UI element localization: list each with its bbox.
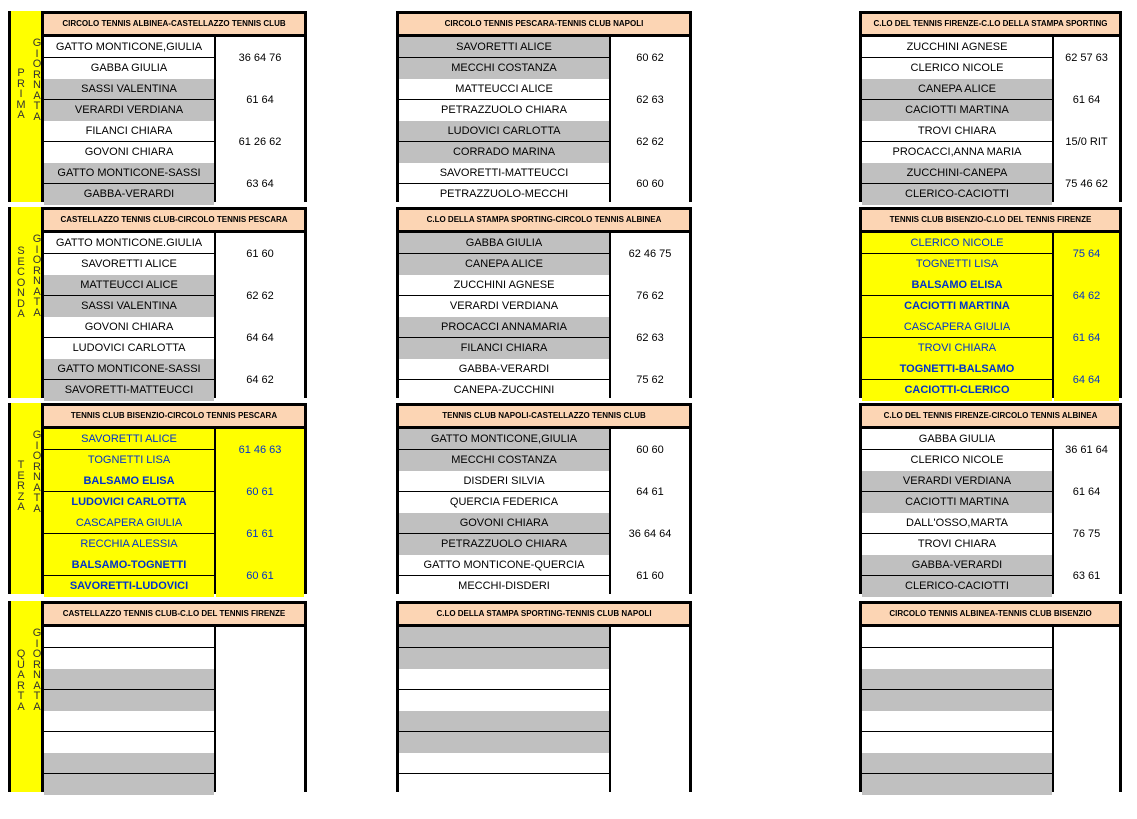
- player-name: CLERICO NICOLE: [862, 233, 1052, 253]
- player-name: [44, 711, 214, 731]
- match-title: TENNIS CLUB BISENZIO-CIRCOLO TENNIS PESCARA: [44, 406, 304, 426]
- match-table: [396, 207, 692, 398]
- player-name: GABBA-VERARDI: [862, 555, 1052, 575]
- player-name: GABBA GIULIA: [44, 58, 214, 78]
- player-name: DISDERI SILVIA: [399, 471, 609, 491]
- player-name: [44, 648, 214, 668]
- match-pair: [862, 121, 1119, 163]
- score: 75 64: [1054, 233, 1119, 275]
- match-title: CIRCOLO TENNIS ALBINEA-CASTELLAZZO TENNIS CLUB: [44, 14, 304, 34]
- player-name: GOVONI CHIARA: [44, 317, 214, 337]
- score: 60 61: [216, 471, 304, 513]
- giornata-vertical: G I O R N A T A: [32, 429, 42, 515]
- match-table: [859, 207, 1122, 398]
- round-label-2: [8, 207, 44, 398]
- player-name: TOGNETTI-BALSAMO: [862, 359, 1052, 379]
- score: 63 64: [216, 163, 304, 205]
- player-name: CLERICO-CACIOTTI: [862, 184, 1052, 204]
- player-name: CLERICO NICOLE: [862, 58, 1052, 78]
- score: 61 26 62: [216, 121, 304, 163]
- match-rows: [862, 627, 1119, 789]
- match-rows: [399, 429, 689, 591]
- player-name: [399, 648, 609, 668]
- match-title: C.LO DELLA STAMPA SPORTING-CIRCOLO TENNIS ALBINEA: [399, 210, 689, 230]
- match-rows: [862, 429, 1119, 591]
- score: [611, 627, 689, 669]
- match-table: [396, 403, 692, 594]
- player-name: CACIOTTI MARTINA: [862, 100, 1052, 120]
- match-title: C.LO DEL TENNIS FIRENZE-C.LO DELLA STAMPA SPORTING: [862, 14, 1119, 34]
- score: [216, 753, 304, 795]
- score: 64 61: [611, 471, 689, 513]
- player-name: CACIOTTI MARTINA: [862, 296, 1052, 316]
- player-name: DALL'OSSO,MARTA: [862, 513, 1052, 533]
- player-name: [862, 627, 1052, 647]
- player-name: ZUCCHINI AGNESE: [399, 275, 609, 295]
- player-name: SAVORETTI ALICE: [44, 254, 214, 274]
- player-name: BALSAMO ELISA: [862, 275, 1052, 295]
- player-name: CACIOTTI-CLERICO: [862, 380, 1052, 400]
- score: 62 57 63: [1054, 37, 1119, 79]
- player-name: SAVORETTI-MATTEUCCI: [44, 380, 214, 400]
- score: 61 60: [611, 555, 689, 597]
- match-pair: [862, 429, 1119, 471]
- score: 75 62: [611, 359, 689, 401]
- match-pair: [44, 37, 304, 79]
- match-pair: [399, 359, 689, 401]
- player-name: CASCAPERA GIULIA: [862, 317, 1052, 337]
- player-name: [399, 732, 609, 752]
- player-name: BALSAMO-TOGNETTI: [44, 555, 214, 575]
- match-pair: [862, 163, 1119, 205]
- match-table: [41, 207, 307, 398]
- player-name: TROVI CHIARA: [862, 338, 1052, 358]
- match-title: TENNIS CLUB BISENZIO-C.LO DEL TENNIS FIRENZE: [862, 210, 1119, 230]
- score: 61 64: [216, 79, 304, 121]
- match-pair: [399, 753, 689, 795]
- player-name: PROCACCI,ANNA MARIA: [862, 142, 1052, 162]
- player-name: [399, 690, 609, 710]
- score: 61 64: [1054, 79, 1119, 121]
- match-pair: [44, 429, 304, 471]
- match-rows: [862, 233, 1119, 395]
- match-title: CASTELLAZZO TENNIS CLUB-C.LO DEL TENNIS FIRENZE: [44, 604, 304, 624]
- player-name: [399, 669, 609, 689]
- player-name: SASSI VALENTINA: [44, 296, 214, 316]
- score: 61 61: [216, 513, 304, 555]
- match-pair: [399, 513, 689, 555]
- match-pair: [399, 275, 689, 317]
- player-name: [44, 774, 214, 794]
- match-table: [41, 601, 307, 792]
- player-name: [399, 774, 609, 794]
- player-name: VERARDI VERDIANA: [44, 100, 214, 120]
- match-pair: [399, 669, 689, 711]
- round-label-background: [11, 11, 44, 202]
- player-name: SAVORETTI-LUDOVICI: [44, 576, 214, 596]
- match-pair: [44, 753, 304, 795]
- score: 60 60: [611, 163, 689, 205]
- round-name-vertical: T E R Z A: [17, 459, 25, 513]
- player-name: QUERCIA FEDERICA: [399, 492, 609, 512]
- player-name: TROVI CHIARA: [862, 121, 1052, 141]
- player-name: [862, 753, 1052, 773]
- score: 15/0 RIT: [1054, 121, 1119, 163]
- match-pair: [44, 233, 304, 275]
- match-pair: [44, 359, 304, 401]
- player-name: GABBA-VERARDI: [399, 359, 609, 379]
- match-title: C.LO DEL TENNIS FIRENZE-CIRCOLO TENNIS ALBINEA: [862, 406, 1119, 426]
- match-pair: [44, 711, 304, 753]
- match-rows: [399, 37, 689, 199]
- player-name: FILANCI CHIARA: [44, 121, 214, 141]
- score: 62 63: [611, 79, 689, 121]
- player-name: [399, 753, 609, 773]
- player-name: GATTO MONTICONE,GIULIA: [399, 429, 609, 449]
- score: 76 75: [1054, 513, 1119, 555]
- player-name: [44, 690, 214, 710]
- player-name: CANEPA ALICE: [399, 254, 609, 274]
- player-name: GATTO MONTICONE-QUERCIA: [399, 555, 609, 575]
- player-name: PROCACCI ANNAMARIA: [399, 317, 609, 337]
- match-rows: [44, 37, 304, 199]
- player-name: CORRADO MARINA: [399, 142, 609, 162]
- score: 61 64: [1054, 471, 1119, 513]
- player-name: CLERICO-CACIOTTI: [862, 576, 1052, 596]
- player-name: MECCHI COSTANZA: [399, 58, 609, 78]
- score: 36 64 76: [216, 37, 304, 79]
- match-pair: [44, 471, 304, 513]
- match-pair: [44, 79, 304, 121]
- match-pair: [44, 669, 304, 711]
- score: [611, 711, 689, 753]
- score: 75 46 62: [1054, 163, 1119, 205]
- player-name: [44, 753, 214, 773]
- player-name: [862, 648, 1052, 668]
- player-name: LUDOVICI CARLOTTA: [44, 338, 214, 358]
- match-pair: [862, 471, 1119, 513]
- match-pair: [399, 429, 689, 471]
- player-name: TROVI CHIARA: [862, 534, 1052, 554]
- score: 64 64: [216, 317, 304, 359]
- match-rows: [399, 627, 689, 789]
- match-pair: [399, 555, 689, 597]
- match-pair: [44, 513, 304, 555]
- match-rows: [44, 429, 304, 591]
- player-name: SAVORETTI ALICE: [44, 429, 214, 449]
- score: [1054, 627, 1119, 669]
- round-label-background: [11, 207, 44, 398]
- match-table: [859, 11, 1122, 202]
- giornata-vertical: G I O R N A T A: [32, 37, 42, 123]
- score: 62 63: [611, 317, 689, 359]
- player-name: [862, 711, 1052, 731]
- score: [1054, 753, 1119, 795]
- player-name: MECCHI COSTANZA: [399, 450, 609, 470]
- player-name: GOVONI CHIARA: [44, 142, 214, 162]
- player-name: GATTO MONTICONE-SASSI: [44, 359, 214, 379]
- player-name: ZUCCHINI AGNESE: [862, 37, 1052, 57]
- match-pair: [862, 79, 1119, 121]
- player-name: CANEPA ALICE: [862, 79, 1052, 99]
- score: 36 61 64: [1054, 429, 1119, 471]
- match-pair: [862, 711, 1119, 753]
- player-name: [44, 669, 214, 689]
- player-name: MATTEUCCI ALICE: [399, 79, 609, 99]
- giornata-vertical: G I O R N A T A: [32, 233, 42, 319]
- score: [216, 711, 304, 753]
- match-table: [859, 601, 1122, 792]
- score: 64 62: [216, 359, 304, 401]
- score: 62 46 75: [611, 233, 689, 275]
- round-label-4: [8, 601, 44, 792]
- player-name: CASCAPERA GIULIA: [44, 513, 214, 533]
- player-name: ZUCCHINI-CANEPA: [862, 163, 1052, 183]
- match-pair: [862, 233, 1119, 275]
- player-name: VERARDI VERDIANA: [399, 296, 609, 316]
- player-name: GOVONI CHIARA: [399, 513, 609, 533]
- player-name: [44, 732, 214, 752]
- match-pair: [862, 317, 1119, 359]
- match-pair: [44, 163, 304, 205]
- player-name: [44, 627, 214, 647]
- match-title: TENNIS CLUB NAPOLI-CASTELLAZZO TENNIS CLUB: [399, 406, 689, 426]
- giornata-vertical: G I O R N A T A: [32, 627, 42, 713]
- score: [216, 669, 304, 711]
- match-title: CIRCOLO TENNIS PESCARA-TENNIS CLUB NAPOLI: [399, 14, 689, 34]
- player-name: [862, 690, 1052, 710]
- player-name: [862, 774, 1052, 794]
- score: [1054, 711, 1119, 753]
- player-name: [399, 627, 609, 647]
- match-pair: [399, 37, 689, 79]
- match-rows: [399, 233, 689, 395]
- player-name: PETRAZZUOLO CHIARA: [399, 100, 609, 120]
- player-name: GATTO MONTICONE.GIULIA: [44, 233, 214, 253]
- player-name: FILANCI CHIARA: [399, 338, 609, 358]
- player-name: TOGNETTI LISA: [862, 254, 1052, 274]
- player-name: CANEPA-ZUCCHINI: [399, 380, 609, 400]
- player-name: PETRAZZUOLO-MECCHI: [399, 184, 609, 204]
- score: 61 64: [1054, 317, 1119, 359]
- score: 60 61: [216, 555, 304, 597]
- round-label-background: [11, 403, 44, 594]
- match-table: [396, 601, 692, 792]
- player-name: RECCHIA ALESSIA: [44, 534, 214, 554]
- match-title: CIRCOLO TENNIS ALBINEA-TENNIS CLUB BISENZIO: [862, 604, 1119, 624]
- player-name: GABBA-VERARDI: [44, 184, 214, 204]
- match-pair: [44, 317, 304, 359]
- match-table: [859, 403, 1122, 594]
- score: [611, 669, 689, 711]
- player-name: SAVORETTI-MATTEUCCI: [399, 163, 609, 183]
- round-name-vertical: P R I M A: [16, 67, 26, 121]
- round-name-vertical: Q U A R T A: [16, 648, 26, 713]
- match-rows: [44, 233, 304, 395]
- match-pair: [862, 669, 1119, 711]
- round-name-vertical: S E C O N D A: [16, 245, 26, 320]
- match-table: [41, 11, 307, 202]
- match-pair: [862, 359, 1119, 401]
- player-name: MECCHI-DISDERI: [399, 576, 609, 596]
- player-name: SASSI VALENTINA: [44, 79, 214, 99]
- round-label-1: [8, 11, 44, 202]
- score: 62 62: [216, 275, 304, 317]
- score: 61 46 63: [216, 429, 304, 471]
- match-pair: [399, 627, 689, 669]
- match-pair: [862, 753, 1119, 795]
- match-table: [41, 403, 307, 594]
- match-pair: [862, 275, 1119, 317]
- player-name: GATTO MONTICONE-SASSI: [44, 163, 214, 183]
- match-rows: [44, 627, 304, 789]
- match-pair: [399, 711, 689, 753]
- player-name: CLERICO NICOLE: [862, 450, 1052, 470]
- player-name: VERARDI VERDIANA: [862, 471, 1052, 491]
- score: 61 60: [216, 233, 304, 275]
- player-name: SAVORETTI ALICE: [399, 37, 609, 57]
- match-pair: [862, 37, 1119, 79]
- player-name: [862, 669, 1052, 689]
- player-name: LUDOVICI CARLOTTA: [44, 492, 214, 512]
- player-name: MATTEUCCI ALICE: [44, 275, 214, 295]
- match-pair: [862, 627, 1119, 669]
- match-pair: [44, 275, 304, 317]
- player-name: CACIOTTI MARTINA: [862, 492, 1052, 512]
- score: [1054, 669, 1119, 711]
- match-table: [396, 11, 692, 202]
- score: 64 64: [1054, 359, 1119, 401]
- score: [216, 627, 304, 669]
- score: 36 64 64: [611, 513, 689, 555]
- player-name: GABBA GIULIA: [399, 233, 609, 253]
- match-title: C.LO DELLA STAMPA SPORTING-TENNIS CLUB NAPOLI: [399, 604, 689, 624]
- score: 60 60: [611, 429, 689, 471]
- round-label-3: [8, 403, 44, 594]
- round-label-background: [11, 601, 44, 792]
- player-name: [399, 711, 609, 731]
- score: 60 62: [611, 37, 689, 79]
- match-pair: [862, 555, 1119, 597]
- match-pair: [44, 121, 304, 163]
- player-name: GABBA GIULIA: [862, 429, 1052, 449]
- player-name: BALSAMO ELISA: [44, 471, 214, 491]
- match-pair: [399, 163, 689, 205]
- match-pair: [399, 79, 689, 121]
- match-pair: [399, 317, 689, 359]
- score: 76 62: [611, 275, 689, 317]
- match-rows: [862, 37, 1119, 199]
- player-name: PETRAZZUOLO CHIARA: [399, 534, 609, 554]
- match-pair: [44, 555, 304, 597]
- player-name: GATTO MONTICONE,GIULIA: [44, 37, 214, 57]
- match-pair: [862, 513, 1119, 555]
- match-pair: [44, 627, 304, 669]
- player-name: TOGNETTI LISA: [44, 450, 214, 470]
- score: 63 61: [1054, 555, 1119, 597]
- score: 64 62: [1054, 275, 1119, 317]
- player-name: [862, 732, 1052, 752]
- score: 62 62: [611, 121, 689, 163]
- match-pair: [399, 233, 689, 275]
- match-pair: [399, 121, 689, 163]
- score: [611, 753, 689, 795]
- match-pair: [399, 471, 689, 513]
- match-title: CASTELLAZZO TENNIS CLUB-CIRCOLO TENNIS PESCARA: [44, 210, 304, 230]
- player-name: LUDOVICI CARLOTTA: [399, 121, 609, 141]
